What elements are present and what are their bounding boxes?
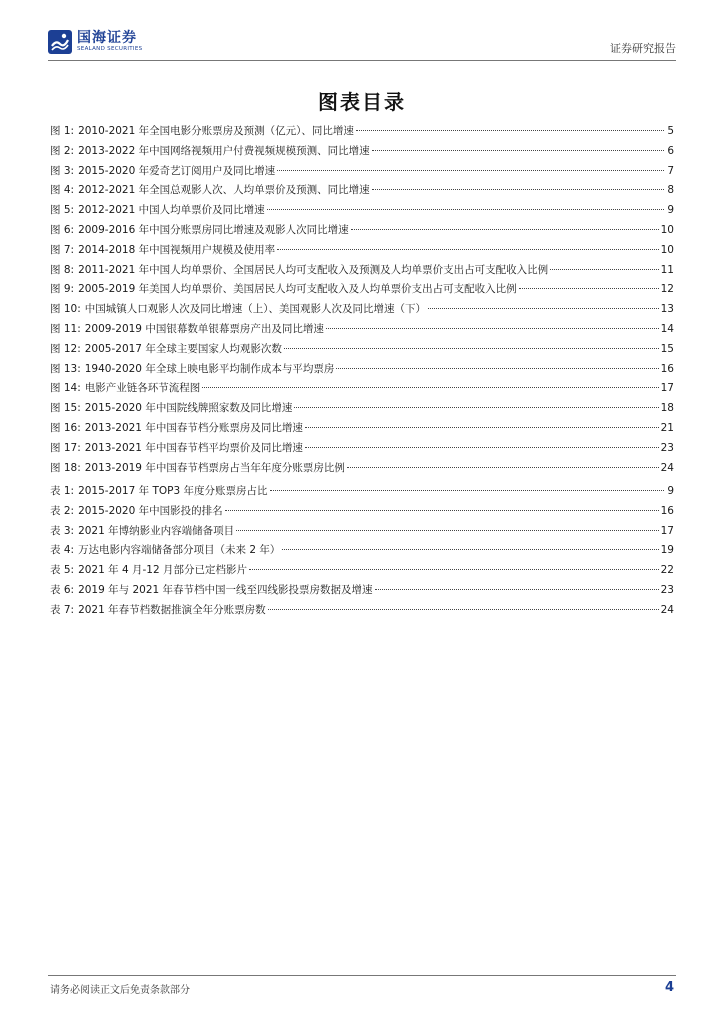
figure-number: 图 14: <box>50 382 81 395</box>
footer-disclaimer: 请务必阅读正文后免责条款部分 <box>50 985 190 996</box>
figure-number: 图 15: <box>50 402 81 415</box>
table-entry[interactable] <box>50 502 674 522</box>
figure-title: 2013-2019 年中国春节档票房占当年年度分账票房比例 <box>84 461 345 474</box>
figure-title: 电影产业链各环节流程图 <box>84 382 201 395</box>
figure-entry[interactable] <box>50 379 674 399</box>
figure-page: 6 <box>667 144 674 157</box>
dot-leader <box>202 387 658 388</box>
figure-entry[interactable] <box>50 439 674 459</box>
figure-entry[interactable] <box>50 122 674 142</box>
table-title: 2021 年博纳影业内容端储备项目 <box>78 524 235 537</box>
figure-number: 图 10: <box>50 303 81 316</box>
figure-page: 7 <box>667 164 674 177</box>
table-number: 表 6: <box>50 583 75 596</box>
figure-title: 2009-2016 年中国分账票房同比增速及观影人次同比增速 <box>78 223 349 236</box>
dot-leader <box>336 368 658 369</box>
page-title: 图表目录 <box>318 90 406 114</box>
figure-number: 图 16: <box>50 421 81 434</box>
figure-page: 18 <box>660 402 674 415</box>
table-number: 表 2: <box>50 504 75 517</box>
table-title: 万达电影内容端储备部分项目（未来 2 年） <box>78 544 281 557</box>
figure-title: 2010-2021 年全国电影分账票房及预测（亿元）、同比增速 <box>78 125 354 137</box>
table-entry[interactable] <box>50 601 674 621</box>
figure-title: 2012-2021 年全国总观影人次、人均单票价及预测、同比增速 <box>78 184 370 197</box>
report-type-label: 证券研究报告 <box>610 42 676 55</box>
figure-page: 9 <box>667 204 674 217</box>
logo-english-name: SEALAND SECURITIES <box>77 46 143 53</box>
table-page: 23 <box>660 583 674 596</box>
figure-title: 2013-2021 年中国春节档平均票价及同比增速 <box>84 441 303 454</box>
figure-number: 图 1: <box>50 125 75 137</box>
figure-number: 图 4: <box>50 184 75 197</box>
page-number: 4 <box>664 980 674 995</box>
table-page: 19 <box>660 544 674 557</box>
figure-page: 15 <box>660 342 674 355</box>
figure-title: 2011-2021 年中国人均单票价、全国居民人均可支配收入及预测及人均单票价支出占可支配收入比例 <box>78 263 549 276</box>
dot-leader <box>236 530 659 531</box>
figure-page: 10 <box>660 243 674 256</box>
figure-number: 图 6: <box>50 223 75 236</box>
figure-number: 图 7: <box>50 243 75 256</box>
figure-title: 2013-2022 年中国网络视频用户付费视频规模预测、同比增速 <box>78 144 370 157</box>
figure-number: 图 8: <box>50 263 75 276</box>
table-entry[interactable] <box>50 581 674 601</box>
figure-entry[interactable] <box>50 241 674 261</box>
figure-page: 23 <box>660 441 674 454</box>
figure-entry[interactable] <box>50 340 674 360</box>
company-logo <box>48 30 142 54</box>
figure-page: 5 <box>667 125 674 137</box>
figure-number: 图 12: <box>50 342 81 355</box>
figure-page: 14 <box>660 322 674 335</box>
figure-entry[interactable] <box>50 221 674 241</box>
dot-leader <box>347 467 659 468</box>
figure-number: 图 17: <box>50 441 81 454</box>
figure-title: 2015-2020 年中国院线牌照家数及同比增速 <box>84 402 293 415</box>
figure-page: 11 <box>660 263 674 276</box>
dot-leader <box>277 170 664 171</box>
dot-leader <box>270 490 665 491</box>
dot-leader <box>284 348 659 349</box>
figure-entry[interactable] <box>50 300 674 320</box>
figure-number: 图 18: <box>50 461 81 474</box>
figure-entry[interactable] <box>50 162 674 182</box>
table-entry[interactable] <box>50 522 674 542</box>
figure-number: 图 3: <box>50 164 75 177</box>
figure-page: 21 <box>660 421 674 434</box>
table-number: 表 1: <box>50 485 75 497</box>
table-number: 表 3: <box>50 524 75 537</box>
dot-leader <box>372 150 664 151</box>
table-number: 表 7: <box>50 603 75 616</box>
figure-title: 2013-2021 年中国春节档分账票房及同比增速 <box>84 421 303 434</box>
table-title: 2015-2020 年中国影投的排名 <box>78 504 223 517</box>
table-page: 17 <box>660 524 674 537</box>
figure-entry[interactable] <box>50 280 674 300</box>
figure-page: 13 <box>660 303 674 316</box>
dot-leader <box>305 427 659 428</box>
table-entry[interactable] <box>50 561 674 581</box>
figure-page: 16 <box>660 362 674 375</box>
figure-title: 2012-2021 中国人均单票价及同比增速 <box>78 204 265 217</box>
dot-leader <box>267 209 664 210</box>
figure-entry[interactable] <box>50 261 674 281</box>
page-header <box>48 30 676 60</box>
table-number: 表 5: <box>50 564 75 577</box>
table-title: 2019 年与 2021 年春节档中国一线至四线影投票房数据及增速 <box>78 583 373 596</box>
figure-entry[interactable] <box>50 399 674 419</box>
table-title: 2021 年春节档数据推演全年分账票房数 <box>78 603 266 616</box>
table-page: 22 <box>660 564 674 577</box>
figure-page: 12 <box>660 283 674 296</box>
dot-leader <box>277 249 658 250</box>
dot-leader <box>550 269 658 270</box>
dot-leader <box>225 510 659 511</box>
figure-entry[interactable] <box>50 360 674 380</box>
dot-leader <box>428 308 659 309</box>
figure-number: 图 13: <box>50 362 81 375</box>
figure-number: 图 9: <box>50 283 75 296</box>
figure-entry[interactable] <box>50 181 674 201</box>
figure-entry[interactable] <box>50 419 674 439</box>
figure-title: 2009-2019 中国银幕数单银幕票房产出及同比增速 <box>84 322 324 335</box>
figure-entry[interactable] <box>50 201 674 221</box>
logo-chinese-name: 国海证券 <box>77 30 137 47</box>
dot-leader <box>351 229 659 230</box>
dot-leader <box>375 589 659 590</box>
dot-leader <box>249 569 659 570</box>
figure-list <box>50 122 674 478</box>
figure-title: 2015-2020 年爱奇艺订阅用户及同比增速 <box>78 164 276 177</box>
figure-page: 10 <box>660 223 674 236</box>
footer-divider <box>48 975 676 976</box>
figure-number: 图 11: <box>50 322 81 335</box>
sealand-logo-icon <box>48 30 72 54</box>
dot-leader <box>282 549 658 550</box>
figure-page: 24 <box>660 461 674 474</box>
table-page: 16 <box>660 504 674 517</box>
dot-leader <box>356 130 664 131</box>
table-number: 表 4: <box>50 544 75 557</box>
figure-number: 图 5: <box>50 204 75 217</box>
dot-leader <box>372 189 664 190</box>
table-title: 2021 年 4 月-12 月部分已定档影片 <box>78 564 247 577</box>
figure-number: 图 2: <box>50 144 75 157</box>
figure-entry[interactable] <box>50 459 674 479</box>
figure-title: 中国城镇人口观影人次及同比增速（上）、美国观影人次及同比增速（下） <box>84 303 426 316</box>
table-title: 2015-2017 年 TOP3 年度分账票房占比 <box>78 485 268 497</box>
dot-leader <box>294 407 658 408</box>
figure-entry[interactable] <box>50 142 674 162</box>
figure-title: 2014-2018 年中国视频用户规模及使用率 <box>78 243 276 256</box>
figure-title: 2005-2019 年美国人均单票价、美国居民人均可支配收入及人均单票价支出占可支配收入比例 <box>78 283 517 296</box>
figure-page: 17 <box>660 382 674 395</box>
figure-title: 1940-2020 年全球上映电影平均制作成本与平均票房 <box>84 362 335 375</box>
table-entry[interactable] <box>50 541 674 561</box>
figure-entry[interactable] <box>50 320 674 340</box>
table-page: 24 <box>660 603 674 616</box>
table-list <box>50 482 674 621</box>
dot-leader <box>305 447 659 448</box>
figure-page: 8 <box>667 184 674 197</box>
figure-title: 2005-2017 年全球主要国家人均观影次数 <box>84 342 282 355</box>
dot-leader <box>326 328 659 329</box>
dot-leader <box>268 609 659 610</box>
header-divider <box>48 60 676 61</box>
dot-leader <box>519 288 659 289</box>
table-page: 9 <box>667 485 674 497</box>
table-entry[interactable] <box>50 482 674 502</box>
